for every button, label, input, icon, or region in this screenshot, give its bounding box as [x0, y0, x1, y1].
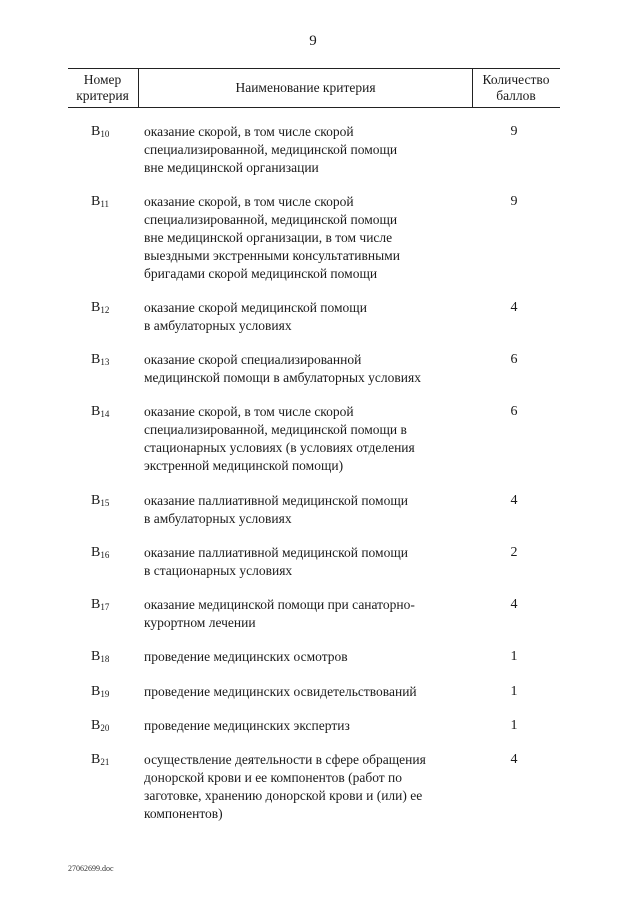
criterion-code: $В_{20}$: [91, 718, 110, 733]
criterion-code: $В_{16}$: [91, 545, 110, 560]
criterion-name: проведение медицинских экспертиз: [144, 718, 350, 733]
criterion-code: $В_{12}$: [91, 300, 110, 315]
criterion-score: 6: [510, 404, 518, 419]
criteria-row: [0, 683, 640, 717]
criteria-row: [0, 123, 640, 193]
criterion-score: 1: [510, 718, 518, 733]
criterion-name: проведение медицинских освидетельствований: [144, 684, 417, 699]
page-number: 9: [309, 33, 317, 49]
criterion-name: оказание скорой, в том числе скорой специализированной, медицинской помощи вне медицинской организации, в том числе выездными экстренными консультативными бригадами скорой медицинской помощи: [144, 194, 400, 281]
criterion-score: 9: [510, 194, 518, 209]
criteria-row: [0, 596, 640, 648]
criterion-code: $В_{10}$: [91, 124, 110, 139]
criterion-score: 1: [510, 684, 518, 699]
table-header: [68, 68, 560, 108]
criterion-name: оказание скорой медицинской помощи в амбулаторных условиях: [144, 300, 367, 333]
criteria-row: [0, 648, 640, 683]
criteria-row: [0, 492, 640, 544]
criterion-code: $В_{21}$: [91, 752, 110, 767]
criterion-name: оказание паллиативной медицинской помощи в стационарных условиях: [144, 545, 408, 578]
criterion-code: $В_{11}$: [91, 194, 110, 209]
criterion-code: $В_{18}$: [91, 649, 110, 664]
criteria-row: [0, 193, 640, 299]
criterion-score: 4: [510, 752, 518, 767]
criterion-score: 6: [510, 352, 518, 367]
criterion-code: $В_{15}$: [91, 493, 110, 508]
criterion-score: 4: [510, 493, 518, 508]
header-score-count: Количество баллов: [482, 72, 550, 103]
criterion-name: оказание скорой, в том числе скорой специализированной, медицинской помощи вне медицинской организации: [144, 124, 398, 175]
criterion-score: 1: [510, 649, 518, 664]
criterion-name: оказание паллиативной медицинской помощи в амбулаторных условиях: [144, 493, 408, 526]
criterion-name: осуществление деятельности в сфере обращения донорской крови и ее компонентов (работ по заготовке, хранению донорской крови и (или) ее компонентов): [144, 752, 426, 821]
criteria-row: [0, 403, 640, 492]
criterion-code: $В_{17}$: [91, 597, 110, 612]
document-filename: 27062699.doc: [68, 864, 114, 873]
criterion-score: 4: [510, 300, 518, 315]
header-criterion-number: Номер критерия: [76, 72, 129, 103]
criterion-score: 4: [510, 597, 518, 612]
criteria-row: [0, 717, 640, 751]
header-criterion-name: Наименование критерия: [138, 69, 473, 107]
criteria-list: [0, 123, 640, 827]
criterion-score: 2: [510, 545, 518, 560]
criterion-name: оказание скорой, в том числе скорой специализированной, медицинской помощи в стационарных условиях (в условиях отделения экстренной медицинской помощи): [144, 404, 415, 473]
criterion-name: оказание медицинской помощи при санаторно- курортном лечении: [144, 597, 415, 630]
criterion-score: 9: [510, 124, 518, 139]
criteria-row: [0, 351, 640, 403]
criterion-name: оказание скорой специализированной медицинской помощи в амбулаторных условиях: [144, 352, 421, 385]
criterion-name: проведение медицинских осмотров: [144, 649, 348, 664]
criterion-code: $В_{13}$: [91, 352, 110, 367]
criterion-code: $В_{14}$: [91, 404, 110, 419]
criteria-row: [0, 544, 640, 596]
criterion-code: $В_{19}$: [91, 684, 110, 699]
criteria-row: [0, 299, 640, 351]
criteria-row: [0, 751, 640, 827]
